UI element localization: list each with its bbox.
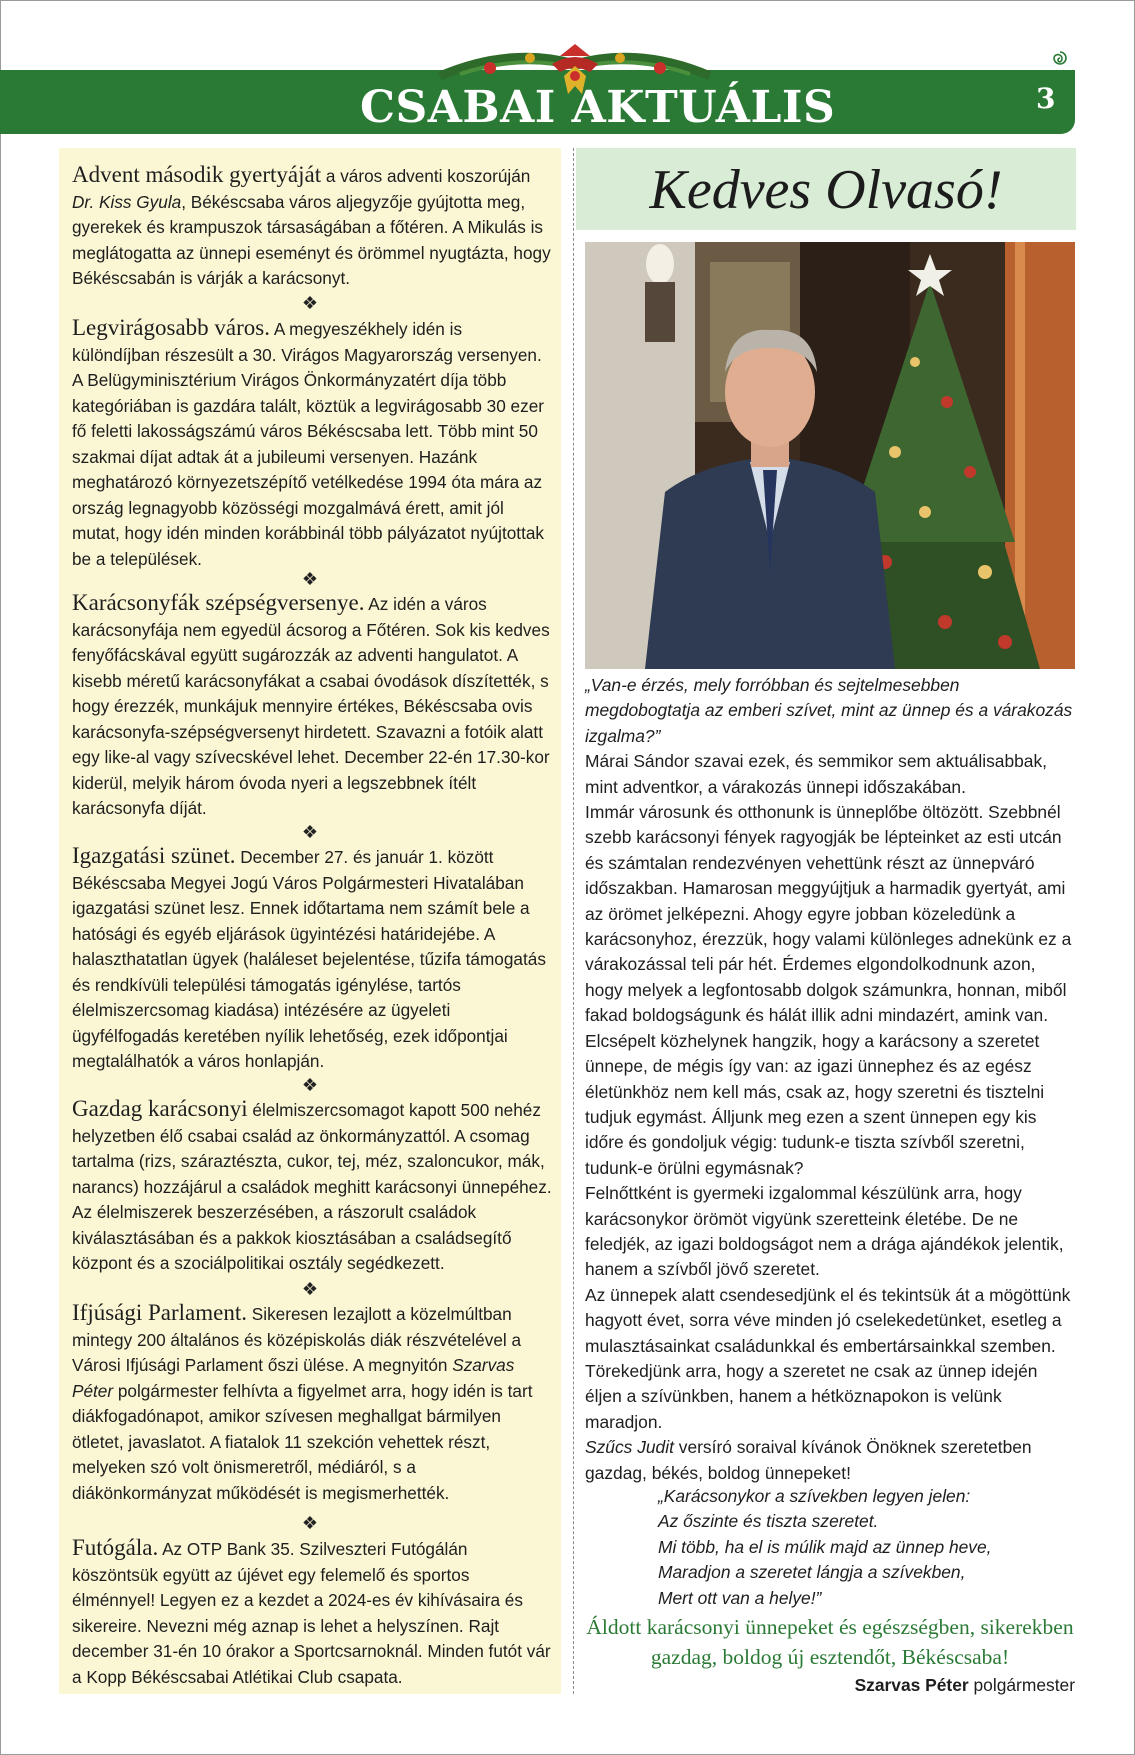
divider-icon: ❖ <box>301 1075 319 1095</box>
news-lead: Igazgatási szünet. <box>72 843 236 868</box>
page-number: 3 <box>1036 82 1056 115</box>
poem-intro-text: versíró soraival kívánok Önöknek szeretetben gazdag, békés, boldog ünnepeket! <box>585 1437 1032 1483</box>
poem-line: Maradjon a szeretet lángja a szívekben, <box>658 1562 966 1583</box>
news-text: Az OTP Bank 35. Szilveszteri Futógálán köszöntsük együtt az újévet egy felemelő és sportos élménnyel! Legyen ez a kezdet a 2024-es év kihívásaira és sikereire. Nevezni még aznap is lehet a helyszínen. Rajt december 31-én 10 órakor a Sportcsarnoknál. Minden futót vár a Kopp Békéscsabai Atlétikai Club csapata. <box>72 1539 551 1687</box>
news-name: Dr. Kiss Gyula <box>72 191 182 212</box>
news-column <box>59 148 561 1694</box>
news-item <box>72 162 552 292</box>
news-text: polgármester felhívta a figyelmet arra, hogy idén is tart diákfogadónapot, amikor szívesen meghallgat bármilyen ötletet, javaslatot. A fiatalok 11 szekción vehettek részt, melyeken szó volt önismeretről, médiáról, s a diákönkormányzat működését is megismerhették. <box>72 1380 533 1503</box>
news-item <box>72 315 552 572</box>
letter-body <box>585 673 1075 1486</box>
poem-author: Szűcs Judit <box>585 1437 674 1458</box>
column-divider <box>573 148 574 1694</box>
news-lead: Advent második gyertyáját <box>72 162 322 187</box>
letter-title-box <box>576 148 1076 230</box>
news-lead: Karácsonyfák szépségversenye. <box>72 590 365 615</box>
letter-title: Kedves Olvasó! <box>649 159 1003 221</box>
letter-paragraph: Felnőttként is gyermeki izgalommal készülünk arra, hogy karácsonykor örömöt vigyünk szeretteink életébe. De ne feledjék, az igazi boldogságot nem a drága ajándékok jelentik, hanem a szívből jövő szeretet. <box>585 1183 1064 1280</box>
poem-intro <box>585 1435 1075 1486</box>
news-text: A megyeszékhely idén is különdíjban részesült a 30. Virágos Magyarország versenyen. A Belügyminisztérium Virágos Önkormányzatért díja több kategóriában is gazdára talált, köztük a legvirágosabb 30 ezer fő feletti lakosságszámú város Békéscsaba lett. Több mint 50 szakmai díjat adtak át a jubileumi versenyen. Hazánk meghatározó környezetszépítő vetélkedése 1994 óta mára az ország legnagyobb közösségi mozgalmává érett, amit jól mutat, hogy idén minden korábbinál több pályázatot nyújtottak be a települések. <box>72 319 545 569</box>
signature <box>585 1675 1075 1696</box>
news-text: Az idén a város karácsonyfája nem egyedül ácsorog a Főtéren. Sok kis kedves fenyőfácskával együtt sugározzák az adventi hangulatot. A kisebb méretű karácsonyfákat a csabai óvodások díszítették, s hogy érezzék, munkájuk mennyire értékes, Békéscsaba ovis karácsonyfa-szépségversenyt hirdetett. Szavazni a fotóik alatt egy like-al vagy szívecskével lehet. December 22-én 17.30-kor kiderül, melyik három óvoda nyeri a legszebbnek ítélt karácsonyfa díját. <box>72 594 550 818</box>
divider-icon: ❖ <box>301 1279 319 1299</box>
letter-paragraph: Immár városunk és otthonunk is ünneplőbe öltözött. Szebbnél szebb karácsonyi fények ragyogják be lépteinket az esti utcán és számtalan rendezvényen vehettünk részt az ünnepváró időszakban. Hamarosan meggyújtjuk a harmadik gyertyát, ami az örömet jelképezni. Ahogy egyre jobban közeledünk a karácsonyhoz, érezzük, hogy valami különleges adnekünk ez a várakozással teli pár hét. Érdemes elgondolkodnunk azon, hogy melyek a legfontosabb dolgok számunkra, honnan, miből fakad boldogságunk és hálát illik adni mindazért, amink van. <box>585 802 1072 1026</box>
divider-icon: ❖ <box>301 822 319 842</box>
poem-line: Az őszinte és tiszta szeretet. <box>658 1511 879 1532</box>
news-text: a város adventi koszorúján <box>321 166 531 186</box>
masthead-title: CSABAI AKTUÁLIS <box>360 82 836 133</box>
closing-wish: Áldott karácsonyi ünnepeket és egészségben, sikerekben gazdag, boldog új esztendőt, Békéscsaba! <box>586 1615 1074 1669</box>
poem-line: Mert ott van a helye!” <box>658 1587 822 1608</box>
news-item <box>72 1300 552 1506</box>
poem-line: Mi több, ha el is múlik majd az ünnep heve, <box>658 1536 992 1557</box>
news-lead: Legvirágosabb város. <box>72 315 270 340</box>
news-text: Sikeresen lezajlott a közelmúltban mintegy 200 általános és középiskolás diák részvételével a Városi Ifjúsági Parlament őszi ülése. A megnyitón <box>72 1304 522 1375</box>
letter-quote: „Van-e érzés, mely forróbban és sejtelmesebben megdobogtatja az emberi szívet, mint az ünnep és a várakozás izgalma?” <box>585 675 1073 746</box>
portrait-photo <box>585 242 1075 669</box>
letter-paragraph: Elcsépelt közhelynek hangzik, hogy a karácsony a szeretet ünnepe, de mégis így van: az igazi ünnephez és az egész életünkhöz nem kell más, csak az, hogy szeretni és tisztelni tudjuk egymást. Álljunk meg ezen a szent ünnepen egy kis időre és gondoljuk végig: tudunk-e tiszta szívből szeretni, tudunk-e örülni egymásnak? <box>585 1030 1045 1178</box>
divider-icon: ❖ <box>301 293 319 313</box>
poem-line: „Karácsonykor a szívekben legyen jelen: <box>658 1486 971 1506</box>
news-name: Szarvas Péter <box>72 1355 515 1401</box>
swirl-icon <box>1052 50 1068 66</box>
news-lead: Gazdag karácsonyi <box>72 1096 248 1121</box>
letter-paragraph: Az ünnepek alatt csendesedjünk el és tekintsük át a mögöttünk hagyott évet, sorra véve minden jó cselekedetünket, esetleg a mulasztásainkat családunkkal és embertársainkkal szemben. Törekedjünk arra, hogy a szeretet ne csak az ünnep idején éljen a szívünkben, hanem a hétköznapokon is velünk maradjon. <box>585 1284 1071 1432</box>
signature-name: Szarvas Péter <box>854 1675 969 1695</box>
news-item <box>72 843 552 1075</box>
divider-icon: ❖ <box>301 1513 319 1533</box>
news-lead: Ifjúsági Parlament. <box>72 1300 248 1325</box>
letter-paragraph: Márai Sándor szavai ezek, és semmikor sem aktuálisabbak, mint adventkor, a várakozás ünnepi időszakában. <box>585 751 1048 797</box>
divider-icon: ❖ <box>301 569 319 589</box>
news-lead: Futógála. <box>72 1535 159 1560</box>
signature-title: polgármester <box>968 1675 1075 1695</box>
news-text: December 27. és január 1. között Békéscsaba Megyei Jogú Város Polgármesteri Hivatalában igazgatási szünet lesz. Ennek időtartama nem számít bele a hatósági és egyéb eljárások ügyintézési határidejébe. A halaszthatatlan ügyek (haláleset bejelentése, tűzifa támogatás és rendkívüli települési támogatás igénylése, tartós élelmiszercsomag kiadása) intézésére az ügyeleti ügyfélfogadás keretében nyílik lehetőség, ezek időpontjai megtalálhatók a város honlapján. <box>72 847 546 1071</box>
news-item <box>72 590 552 822</box>
poem <box>658 1484 1078 1611</box>
news-item <box>72 1096 552 1277</box>
news-text: , Békéscsaba város aljegyzője gyújtotta meg, gyerekek és krampuszok társaságában a főtéren. A Mikulás is meglátogatta az ünnepi eseményt és örömmel nyugtázta, hogy Békéscsabán is várják a karácsonyt. <box>72 191 551 288</box>
news-text: élelmiszercsomagot kapott 500 nehéz helyzetben élő csabai család az önkormányzattól. A csomag tartalma (rizs, száraztészta, cukor, tej, méz, szaloncukor, mák, narancs) hozzájárul a családok meghitt karácsonyi ünnepéhez. Az élelmiszerek beszerzésében, a rászorult családok kiválasztásában és a pakkok kiosztásában a családsegítő központ és a szociálpolitikai osztály segédkezett. <box>72 1100 552 1273</box>
news-item <box>72 1535 552 1690</box>
